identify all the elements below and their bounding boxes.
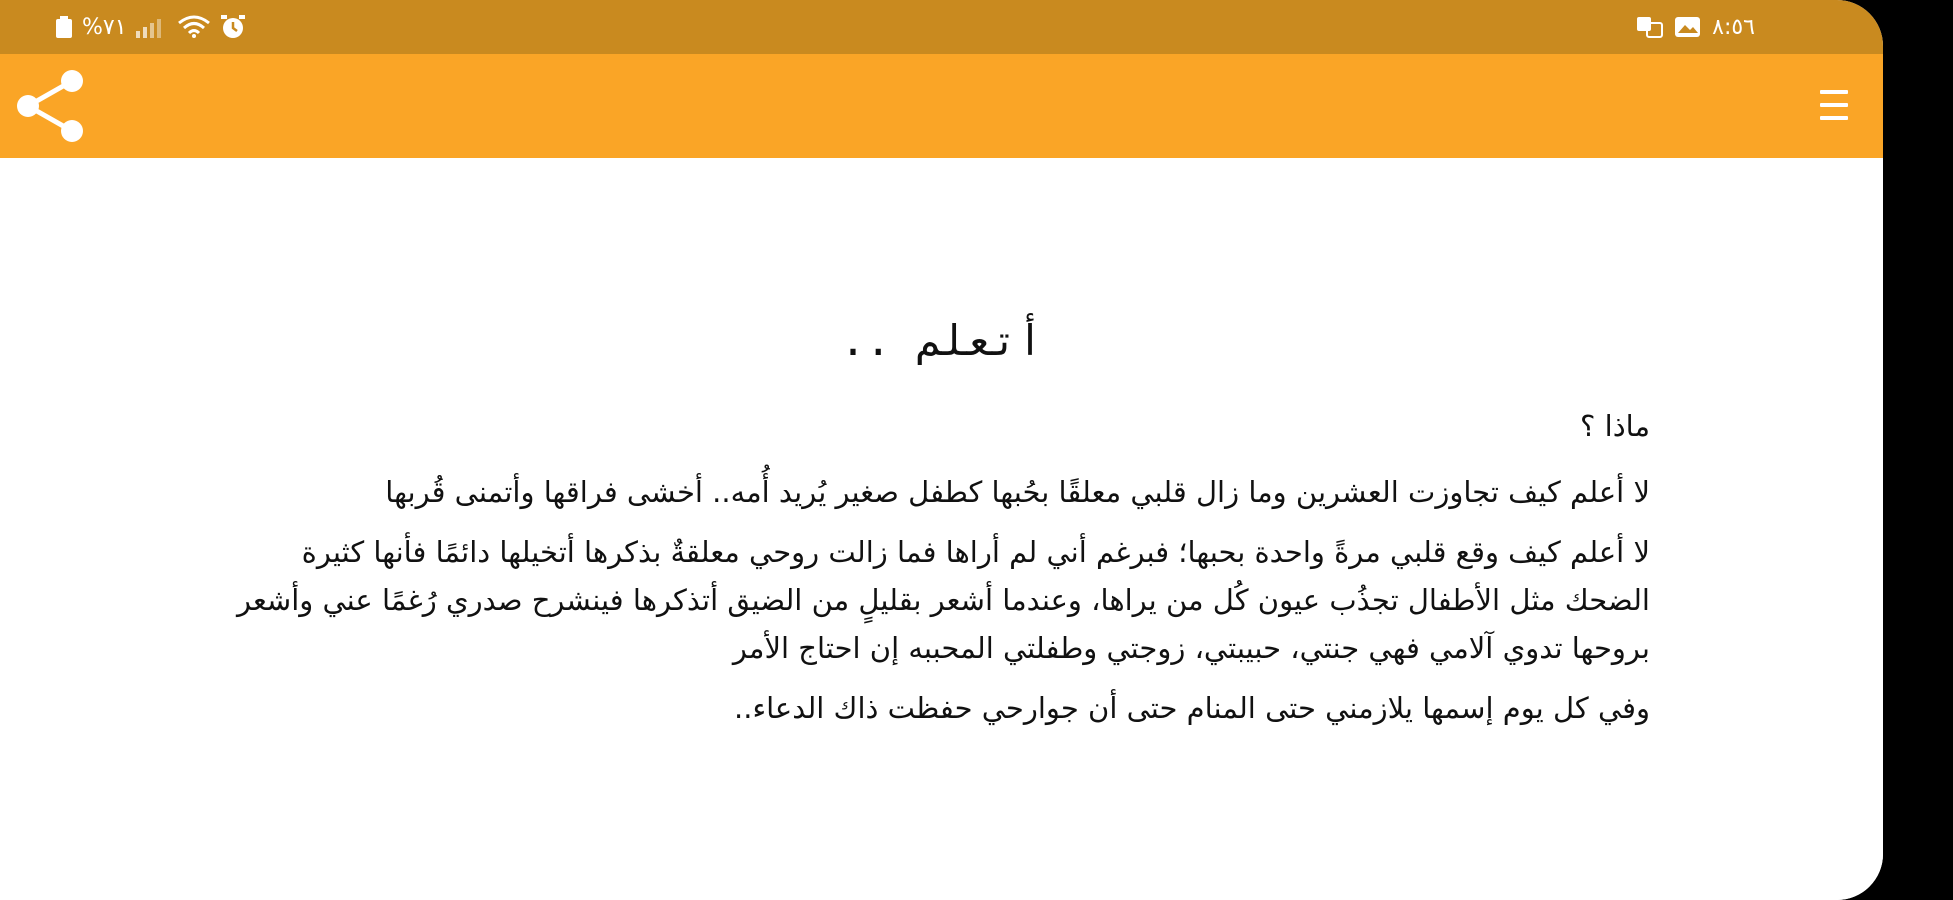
menu-icon [1818, 84, 1850, 126]
translate-icon [1636, 15, 1664, 39]
alarm-icon [219, 14, 247, 40]
article-paragraph: لا أعلم كيف تجاوزت العشرين وما زال قلبي معلقًا بحُبها كطفل صغير يُريد أُمه.. أخشى فراقها وأتمنى قُربها [385, 475, 1650, 509]
battery-icon [54, 15, 74, 39]
menu-button[interactable] [1813, 84, 1855, 126]
share-button[interactable] [14, 68, 90, 144]
wifi-icon [177, 15, 211, 39]
article-paragraph: وفي كل يوم إسمها يلازمني حتى المنام حتى أن جوارحي حفظت ذاك الدعاء.. [734, 691, 1650, 725]
article-title: أتعلم .. [840, 316, 1043, 365]
gallery-icon [1674, 15, 1702, 39]
article-paragraph: لا أعلم كيف وقع قلبي مرةً واحدة بحبها؛ فبرغم أني لم أراها فما زالت روحي معلقةٌ بذكرها أتخيلها دائمًا فأنها كثيرة الضحك مثل الأطفال تجذُب عيون كُل من يراها، وعندما أشعر بقليلٍ من الضيق أتذكرها فينشرح صدري رُغمًا عني وأشعر بروحها تدوي آلامي فهي جنتي، حبيبتي، زوجتي وطفلتي المحببه إن احتاج الأمر [236, 535, 1650, 665]
battery-percent: %٧١ [82, 14, 127, 40]
share-icon [14, 68, 90, 144]
article-question: ماذا ؟ [1580, 409, 1650, 443]
article-body [234, 402, 1650, 744]
status-bar [0, 0, 1883, 54]
signal-icon [135, 15, 169, 39]
status-time: ٨:٥٦ [1712, 14, 1755, 40]
status-bar-left [54, 12, 247, 42]
status-bar-right [1636, 12, 1755, 42]
app-bar [0, 54, 1883, 158]
article-content [0, 158, 1883, 900]
